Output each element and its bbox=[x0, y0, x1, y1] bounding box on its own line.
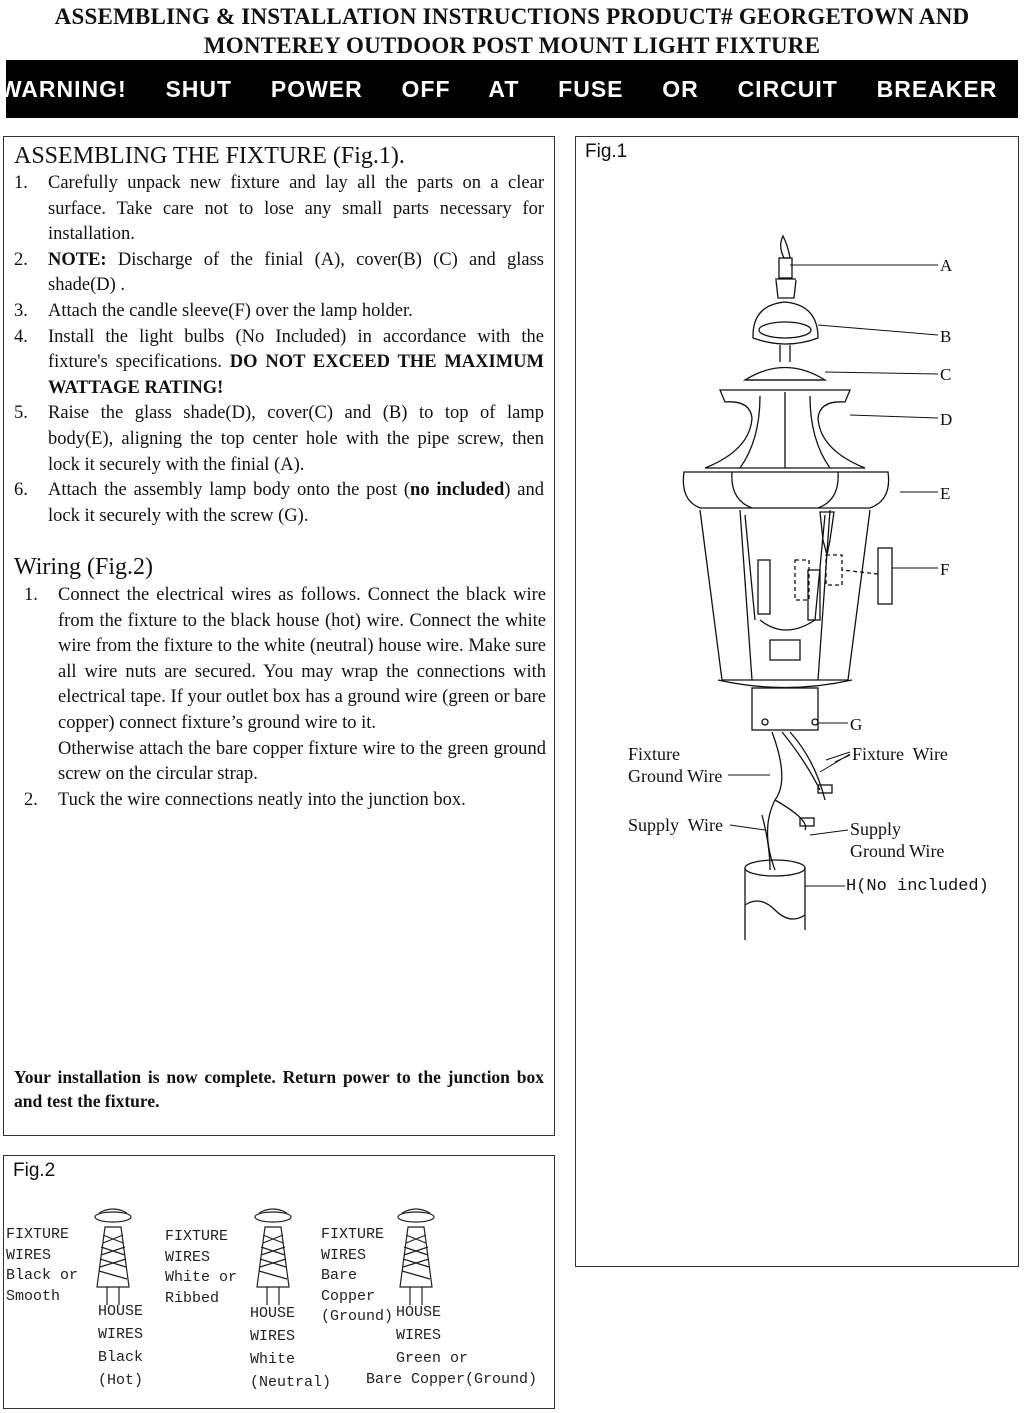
title-line-2: MONTEREY OUTDOOR POST MOUNT LIGHT FIXTURE bbox=[203, 33, 821, 58]
figure-2-label: Fig.2 bbox=[13, 1160, 56, 1181]
house-wires-black: HOUSE WIRES Black (Hot) bbox=[98, 1303, 144, 1389]
step-item: 3. Attach the candle sleeve(F) over the lamp holder. bbox=[14, 300, 413, 321]
step-item: 6. Attach the assembly lamp body onto the post (no included) and lock it securely with the screw (G). bbox=[14, 480, 545, 526]
candle-sleeve bbox=[758, 560, 770, 614]
warning-text: WARNING! SHUT POWER OFF AT FUSE OR CIRCUIT BREAKER . bbox=[0, 75, 1024, 102]
assembling-heading: ASSEMBLING THE FIXTURE (Fig.1). bbox=[14, 143, 405, 169]
house-wires-ground: HOUSE WIRES Green or bbox=[396, 1304, 469, 1367]
post-label: H(No included) bbox=[846, 877, 989, 896]
wire-nut-icon bbox=[398, 1209, 434, 1305]
part-label-e: E bbox=[940, 484, 951, 503]
supply-wire-label: Supply Wire bbox=[628, 815, 723, 835]
fixture-ground-wire-label-1: Fixture bbox=[628, 744, 680, 764]
part-label-d: D bbox=[940, 410, 953, 429]
house-wires-ground-type: Bare Copper(Ground) bbox=[366, 1371, 538, 1388]
fixture-wire-label: Fixture Wire bbox=[852, 744, 948, 764]
post-h bbox=[745, 860, 805, 876]
wiring-steps bbox=[24, 583, 546, 813]
fixture-wires-black: FIXTURE WIRES Black or Smooth bbox=[6, 1226, 79, 1305]
title-line-1: ASSEMBLING & INSTALLATION INSTRUCTIONS PRODUCT# GEORGETOWN AND bbox=[54, 4, 970, 29]
step-item: 2. NOTE: Discharge of the finial (A), cover(B) (C) and glass shade(D) . bbox=[14, 249, 544, 296]
fixture-ground-wire-label-2: Ground Wire bbox=[628, 766, 723, 786]
part-label-c: C bbox=[940, 365, 952, 384]
instructions-panel bbox=[3, 136, 555, 1136]
lamp-body-e bbox=[683, 472, 888, 508]
cover-c bbox=[745, 368, 825, 381]
light-fixture-diagram bbox=[575, 136, 1019, 1267]
wire-nut-icon bbox=[255, 1209, 291, 1305]
step-item: 1. Connect the electrical wires as follows. Connect the black wire from the fixture to the black house (hot) wire. Connect the white wire from the fixture to the white (neutral) house wire. Make sure all wire nuts are secured. You may wrap the connections with electrical tape. If your outlet box has a ground wire (green or bare copper) connect fixture’s ground wire to it. Otherwise attach the bare copper fixture wire to the green ground screw on the circular strap. bbox=[24, 585, 546, 785]
page-title bbox=[0, 2, 1024, 60]
wattage-warning: DO NOT EXCEED THE MAXIMUM WATTAGE RATING! bbox=[48, 352, 544, 398]
finial-base bbox=[779, 258, 792, 278]
supply-ground-wire-label-1: Supply bbox=[850, 819, 902, 839]
part-label-b: B bbox=[940, 327, 952, 346]
fixture-wires-ground: FIXTURE WIRES Bare Copper (Ground) bbox=[321, 1226, 394, 1325]
step-item: 5. Raise the glass shade(D), cover(C) and (B) to top of lamp body(E), aligning the top center hole with the pipe screw, then lock it securely with the finial (A). bbox=[14, 403, 544, 475]
note-label: NOTE: bbox=[48, 249, 107, 270]
warning-banner bbox=[0, 60, 1024, 118]
step-item: 4. Install the light bulbs (No Included) in accordance with the fixture's specifications. DO NOT EXCEED THE MAXIMUM WATTAGE RATING! bbox=[14, 326, 544, 398]
fixture-wires-white: FIXTURE WIRES White or Ribbed bbox=[165, 1228, 238, 1307]
step-item: 1. Carefully unpack new fixture and lay all the parts on a clear surface. Take care not to lose any small parts necessary for installation. bbox=[14, 173, 544, 245]
part-label-g: G bbox=[850, 715, 863, 734]
wiring-heading: Wiring (Fig.2) bbox=[14, 554, 154, 580]
part-label-a: A bbox=[940, 256, 953, 275]
finial bbox=[781, 236, 790, 258]
step-item: 2. Tuck the wire connections neatly into the junction box. bbox=[24, 789, 466, 810]
part-label-f: F bbox=[940, 560, 950, 579]
assembling-steps bbox=[14, 171, 544, 529]
completion-note: Your installation is now complete. Return power to the junction box and test the fixture. bbox=[14, 1067, 544, 1111]
figure-1-label: Fig.1 bbox=[585, 141, 628, 162]
house-wires-white: HOUSE WIRES White (Neutral) bbox=[250, 1305, 332, 1391]
supply-ground-wire-label-2: Ground Wire bbox=[850, 841, 945, 861]
glass-panel bbox=[700, 510, 870, 680]
wire-nut-icon bbox=[95, 1209, 131, 1305]
